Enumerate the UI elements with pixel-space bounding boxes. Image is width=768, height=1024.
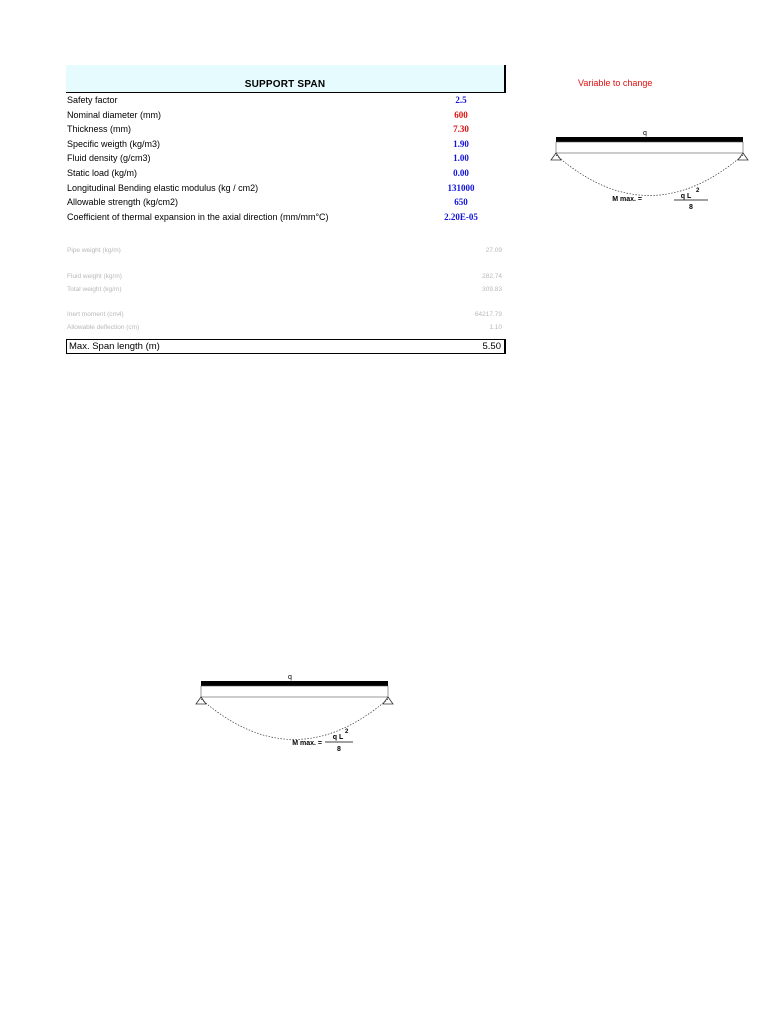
computed-label: Pipe weight (kg/m) <box>67 247 121 255</box>
input-value[interactable]: 2.5 <box>455 95 467 105</box>
support-left-icon <box>551 153 561 160</box>
support-left-icon <box>196 697 206 704</box>
deflection-curve <box>201 699 388 740</box>
computed-label: Allowable deflection (cm) <box>67 324 140 332</box>
support-right-icon <box>383 697 393 704</box>
input-rows <box>66 93 506 224</box>
computed-value: 282.74 <box>482 273 502 281</box>
computed-row-fluid-weight <box>66 270 506 283</box>
computed-row-total-weight <box>66 283 506 296</box>
input-value[interactable]: 7.30 <box>453 124 469 135</box>
table-title: SUPPORT SPAN <box>66 78 506 93</box>
input-row-thermal-expansion <box>66 210 506 225</box>
result-label: Max. Span length (m) <box>69 341 160 352</box>
input-value[interactable]: 650 <box>454 197 468 208</box>
formula-numerator: q L <box>332 734 344 741</box>
title-bar <box>66 65 506 78</box>
formula-denominator: 8 <box>689 204 693 211</box>
input-label: Specific weigth (kg/m3) <box>67 138 161 149</box>
input-value[interactable]: 1.90 <box>453 138 469 149</box>
result-value: 5.50 <box>482 341 501 352</box>
variable-note: Variable to change <box>578 78 653 88</box>
input-row-nominal-diameter <box>66 108 506 123</box>
beam <box>201 686 388 697</box>
input-label: Safety factor <box>67 95 118 105</box>
input-row-fluid-density <box>66 151 506 166</box>
input-row-static-load <box>66 166 506 181</box>
input-label: Coefficient of thermal expansion in the axial direction (mm/mm°C) <box>67 211 329 222</box>
input-row-thickness <box>66 122 506 137</box>
computed-value: 309.83 <box>482 286 502 294</box>
deflection-curve <box>556 155 743 196</box>
input-row-allowable-strength <box>66 195 506 210</box>
load-bar <box>201 681 388 686</box>
input-label: Thickness (mm) <box>67 124 132 135</box>
support-right-icon <box>738 153 748 160</box>
load-bar <box>556 137 743 142</box>
computed-row-inert-moment <box>66 308 506 321</box>
load-symbol: q <box>643 130 647 137</box>
input-value[interactable]: 600 <box>454 109 468 120</box>
load-symbol: q <box>288 674 292 681</box>
max-span-result <box>66 339 506 354</box>
formula-lhs: M max. = <box>292 740 322 747</box>
computed-value: 27.09 <box>485 247 502 255</box>
input-label: Fluid density (g/cm3) <box>67 153 151 164</box>
input-row-elastic-modulus <box>66 181 506 196</box>
beam-diagram-top <box>548 126 750 216</box>
input-row-safety-factor <box>66 93 506 108</box>
input-value[interactable]: 2.20E-05 <box>444 211 478 222</box>
computed-label: Fluid weight (kg/m) <box>67 273 122 281</box>
input-row-specific-weight <box>66 137 506 152</box>
computed-label: Total weight (kg/m) <box>67 286 122 294</box>
beam-diagram-bottom <box>193 670 395 760</box>
input-value[interactable]: 131000 <box>447 182 475 193</box>
computed-value: 64217.79 <box>474 311 502 319</box>
computed-row-pipe-weight <box>66 244 506 257</box>
computed-row-allowable-deflection <box>66 321 506 334</box>
formula-denominator: 8 <box>337 746 341 753</box>
input-label: Longitudinal Bending elastic modulus (kg / cm2) <box>67 182 259 193</box>
formula-exponent: 2 <box>696 188 700 194</box>
input-label: Static load (kg/m) <box>67 167 138 178</box>
formula-lhs: M max. = <box>612 196 642 203</box>
input-label: Nominal diameter (mm) <box>67 109 162 120</box>
input-value[interactable]: 0.00 <box>453 167 469 178</box>
formula-exponent: 2 <box>345 729 349 735</box>
input-value[interactable]: 1.00 <box>453 153 469 164</box>
input-label: Allowable strength (kg/cm2) <box>67 197 179 208</box>
support-span-table <box>66 65 506 334</box>
formula-numerator: q L <box>680 193 692 200</box>
computed-label: Inert moment (cm4) <box>67 311 124 319</box>
beam <box>556 142 743 153</box>
computed-value: 1.10 <box>489 324 502 332</box>
